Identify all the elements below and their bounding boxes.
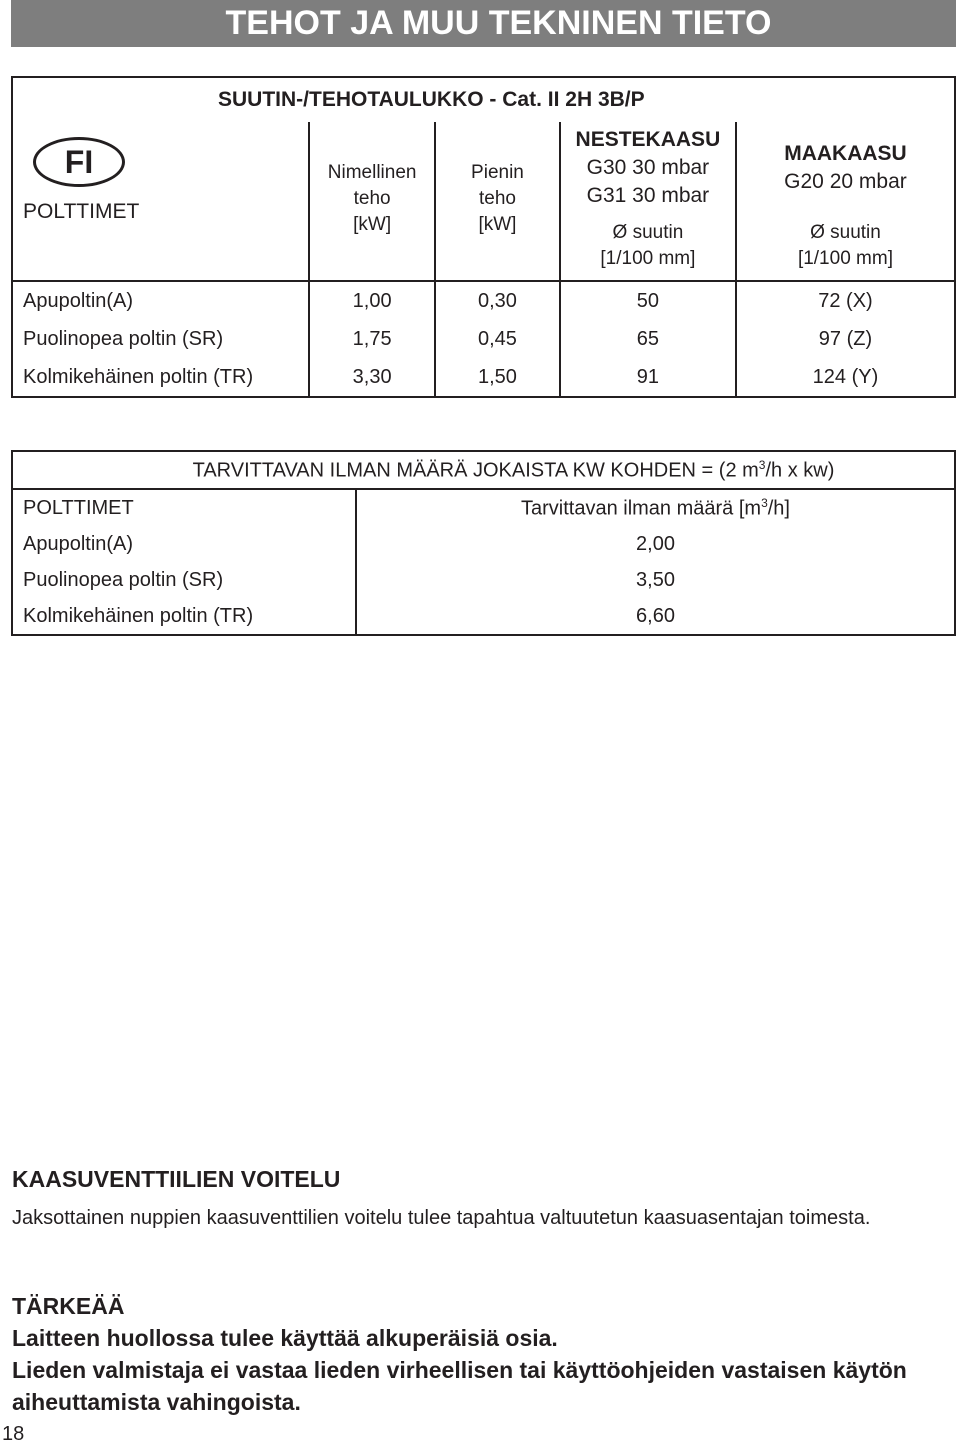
- table-row: Apupoltin(A) 1,00 0,30 50 72 (X): [12, 281, 955, 320]
- air-amount-column-header: Tarvittavan ilman määrä $[m^3/h]$: [356, 489, 955, 526]
- table-row: Puolinopea poltin (SR) 1,75 0,45 65 97 (Z): [12, 320, 955, 358]
- ng-name: MAAKAASU: [784, 142, 907, 165]
- important-title: TÄRKEÄÄ: [12, 1293, 125, 1319]
- page-title: TEHOT JA MUU TEKNINEN TIETO: [11, 0, 956, 47]
- lpg-header: NESTEKAASU G30 30 mbar G31 30 mbar Ø suutin [1/100 mm]: [560, 122, 736, 281]
- lubrication-text: Jaksottainen nuppien kaasuventtilien voitelu tulee tapahtua valtuutetun kaasuasentajan toimesta.: [12, 1207, 871, 1229]
- table-row: Puolinopea poltin (SR) 3,50: [12, 562, 955, 598]
- min-power-header: Pienin teho [kW]: [435, 122, 560, 281]
- air-table-title: TARVITTAVAN ILMAN MÄÄRÄ JOKAISTA KW KOHDEN = (2 $m^3/h$ x kw): [12, 451, 955, 489]
- air-requirement-table: [11, 450, 956, 636]
- nominal-power-header: Nimellinen teho [kW]: [309, 122, 435, 281]
- table-row: Kolmikehäinen poltin (TR) 3,30 1,50 91 124 (Y): [12, 358, 955, 397]
- natural-gas-header: MAAKAASU G20 20 mbar Ø suutin [1/100 mm]: [736, 122, 955, 281]
- burners-column-header: POLTTIMET: [12, 489, 356, 526]
- burners-label: POLTTIMET: [23, 200, 140, 223]
- important-line-1: Laitteen huollossa tulee käyttää alkuperäisiä osia.: [12, 1325, 558, 1351]
- fi-country-badge: FI: [33, 137, 125, 187]
- lubrication-title: KAASUVENTTIILIEN VOITELU: [12, 1166, 341, 1192]
- lpg-name: NESTEKAASU: [575, 128, 721, 151]
- nozzle-power-table: [11, 76, 956, 398]
- burners-header-cell: [12, 122, 309, 281]
- important-line-2: Lieden valmistaja ei vastaa lieden virheellisen tai käyttöohjeiden vastaisen käytön aiheuttamista vahingoista.: [12, 1357, 907, 1415]
- table-row: Kolmikehäinen poltin (TR) 6,60: [12, 598, 955, 635]
- page-number: 18: [2, 1423, 25, 1445]
- table-row: Apupoltin(A) 2,00: [12, 526, 955, 562]
- nozzle-table-title: SUUTIN-/TEHOTAULUKKO - Cat. II 2H 3B/P: [12, 77, 955, 122]
